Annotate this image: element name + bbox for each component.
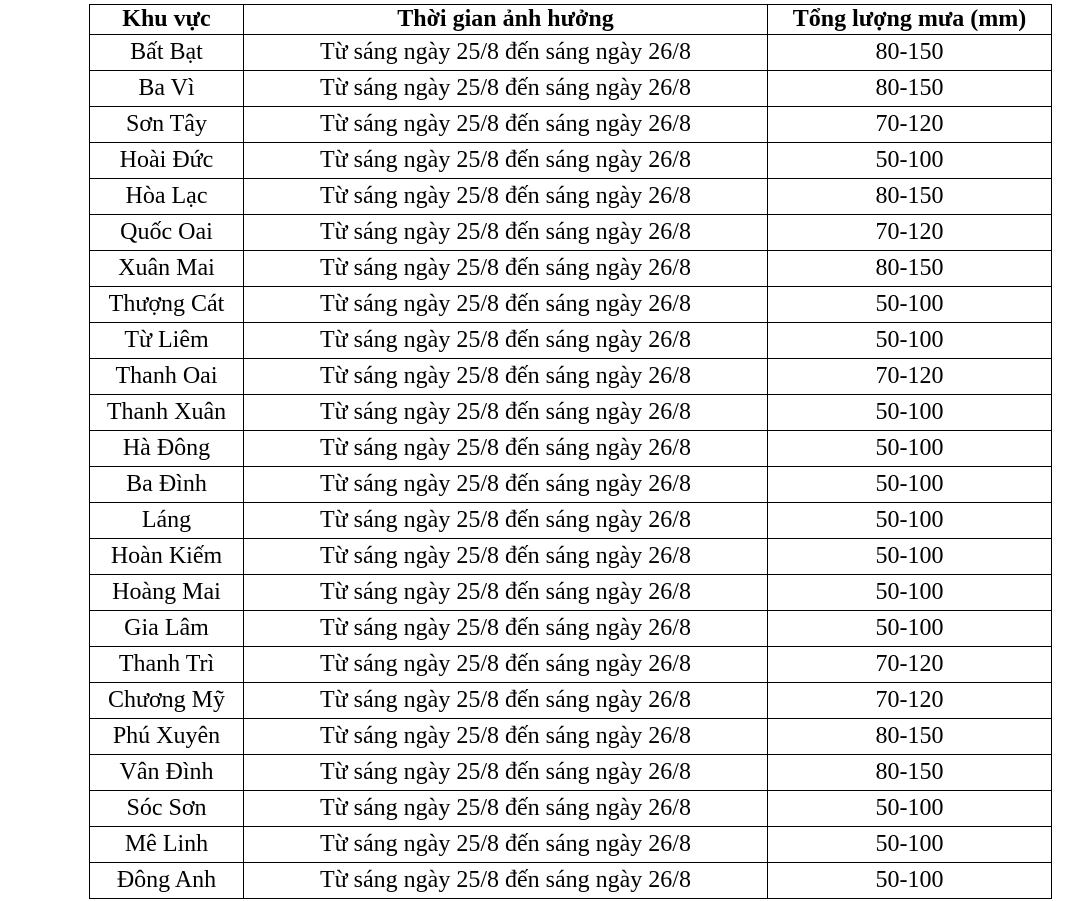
cell-area: Thanh Oai <box>90 359 244 395</box>
cell-area: Hoàn Kiếm <box>90 539 244 575</box>
cell-rainfall: 80-150 <box>768 719 1052 755</box>
table-row <box>90 755 1052 791</box>
table-row <box>90 215 1052 251</box>
cell-time: Từ sáng ngày 25/8 đến sáng ngày 26/8 <box>244 395 768 431</box>
cell-time: Từ sáng ngày 25/8 đến sáng ngày 26/8 <box>244 575 768 611</box>
cell-area: Ba Vì <box>90 71 244 107</box>
cell-area: Hà Đông <box>90 431 244 467</box>
table-row <box>90 719 1052 755</box>
header-area: Khu vực <box>90 5 244 35</box>
cell-time: Từ sáng ngày 25/8 đến sáng ngày 26/8 <box>244 647 768 683</box>
cell-area: Hoài Đức <box>90 143 244 179</box>
table-row <box>90 359 1052 395</box>
cell-time: Từ sáng ngày 25/8 đến sáng ngày 26/8 <box>244 611 768 647</box>
table-row <box>90 395 1052 431</box>
table-row <box>90 431 1052 467</box>
cell-time: Từ sáng ngày 25/8 đến sáng ngày 26/8 <box>244 539 768 575</box>
cell-time: Từ sáng ngày 25/8 đến sáng ngày 26/8 <box>244 359 768 395</box>
cell-area: Đông Anh <box>90 863 244 899</box>
header-row <box>90 5 1052 35</box>
cell-rainfall: 50-100 <box>768 467 1052 503</box>
table-row <box>90 791 1052 827</box>
cell-rainfall: 50-100 <box>768 539 1052 575</box>
cell-rainfall: 70-120 <box>768 683 1052 719</box>
cell-rainfall: 50-100 <box>768 863 1052 899</box>
cell-rainfall: 50-100 <box>768 395 1052 431</box>
cell-area: Phú Xuyên <box>90 719 244 755</box>
table-row <box>90 287 1052 323</box>
cell-rainfall: 50-100 <box>768 503 1052 539</box>
table-row <box>90 107 1052 143</box>
cell-time: Từ sáng ngày 25/8 đến sáng ngày 26/8 <box>244 323 768 359</box>
cell-area: Láng <box>90 503 244 539</box>
cell-rainfall: 50-100 <box>768 575 1052 611</box>
cell-time: Từ sáng ngày 25/8 đến sáng ngày 26/8 <box>244 35 768 71</box>
cell-time: Từ sáng ngày 25/8 đến sáng ngày 26/8 <box>244 863 768 899</box>
cell-rainfall: 50-100 <box>768 143 1052 179</box>
cell-time: Từ sáng ngày 25/8 đến sáng ngày 26/8 <box>244 683 768 719</box>
cell-area: Xuân Mai <box>90 251 244 287</box>
table-row <box>90 251 1052 287</box>
cell-time: Từ sáng ngày 25/8 đến sáng ngày 26/8 <box>244 251 768 287</box>
table-row <box>90 323 1052 359</box>
cell-rainfall: 80-150 <box>768 71 1052 107</box>
cell-rainfall: 70-120 <box>768 215 1052 251</box>
table-row <box>90 575 1052 611</box>
cell-time: Từ sáng ngày 25/8 đến sáng ngày 26/8 <box>244 287 768 323</box>
table-header <box>90 5 1052 35</box>
cell-area: Sóc Sơn <box>90 791 244 827</box>
cell-area: Thanh Xuân <box>90 395 244 431</box>
header-rainfall: Tổng lượng mưa (mm) <box>768 5 1052 35</box>
cell-time: Từ sáng ngày 25/8 đến sáng ngày 26/8 <box>244 827 768 863</box>
table-row <box>90 503 1052 539</box>
cell-time: Từ sáng ngày 25/8 đến sáng ngày 26/8 <box>244 143 768 179</box>
cell-area: Hòa Lạc <box>90 179 244 215</box>
cell-rainfall: 80-150 <box>768 251 1052 287</box>
cell-area: Từ Liêm <box>90 323 244 359</box>
header-time: Thời gian ảnh hưởng <box>244 5 768 35</box>
cell-time: Từ sáng ngày 25/8 đến sáng ngày 26/8 <box>244 755 768 791</box>
cell-time: Từ sáng ngày 25/8 đến sáng ngày 26/8 <box>244 71 768 107</box>
table-row <box>90 143 1052 179</box>
cell-rainfall: 50-100 <box>768 791 1052 827</box>
cell-area: Thượng Cát <box>90 287 244 323</box>
cell-rainfall: 80-150 <box>768 35 1052 71</box>
cell-time: Từ sáng ngày 25/8 đến sáng ngày 26/8 <box>244 503 768 539</box>
cell-rainfall: 70-120 <box>768 359 1052 395</box>
cell-time: Từ sáng ngày 25/8 đến sáng ngày 26/8 <box>244 431 768 467</box>
cell-rainfall: 70-120 <box>768 647 1052 683</box>
table-row <box>90 827 1052 863</box>
cell-rainfall: 50-100 <box>768 323 1052 359</box>
cell-area: Quốc Oai <box>90 215 244 251</box>
cell-rainfall: 50-100 <box>768 431 1052 467</box>
table-body <box>90 35 1052 899</box>
table-row <box>90 683 1052 719</box>
table-row <box>90 647 1052 683</box>
table-row <box>90 611 1052 647</box>
cell-time: Từ sáng ngày 25/8 đến sáng ngày 26/8 <box>244 179 768 215</box>
cell-rainfall: 80-150 <box>768 755 1052 791</box>
cell-area: Chương Mỹ <box>90 683 244 719</box>
cell-rainfall: 50-100 <box>768 611 1052 647</box>
cell-area: Ba Đình <box>90 467 244 503</box>
cell-area: Hoàng Mai <box>90 575 244 611</box>
table-row <box>90 467 1052 503</box>
table-row <box>90 863 1052 899</box>
cell-time: Từ sáng ngày 25/8 đến sáng ngày 26/8 <box>244 467 768 503</box>
cell-area: Sơn Tây <box>90 107 244 143</box>
rainfall-table <box>89 4 1052 899</box>
cell-rainfall: 50-100 <box>768 827 1052 863</box>
cell-area: Gia Lâm <box>90 611 244 647</box>
cell-area: Thanh Trì <box>90 647 244 683</box>
cell-area: Vân Đình <box>90 755 244 791</box>
cell-time: Từ sáng ngày 25/8 đến sáng ngày 26/8 <box>244 791 768 827</box>
table-row <box>90 71 1052 107</box>
cell-rainfall: 70-120 <box>768 107 1052 143</box>
cell-area: Bất Bạt <box>90 35 244 71</box>
cell-time: Từ sáng ngày 25/8 đến sáng ngày 26/8 <box>244 215 768 251</box>
table-row <box>90 35 1052 71</box>
table-row <box>90 179 1052 215</box>
cell-rainfall: 50-100 <box>768 287 1052 323</box>
table-row <box>90 539 1052 575</box>
cell-area: Mê Linh <box>90 827 244 863</box>
cell-rainfall: 80-150 <box>768 179 1052 215</box>
cell-time: Từ sáng ngày 25/8 đến sáng ngày 26/8 <box>244 107 768 143</box>
cell-time: Từ sáng ngày 25/8 đến sáng ngày 26/8 <box>244 719 768 755</box>
